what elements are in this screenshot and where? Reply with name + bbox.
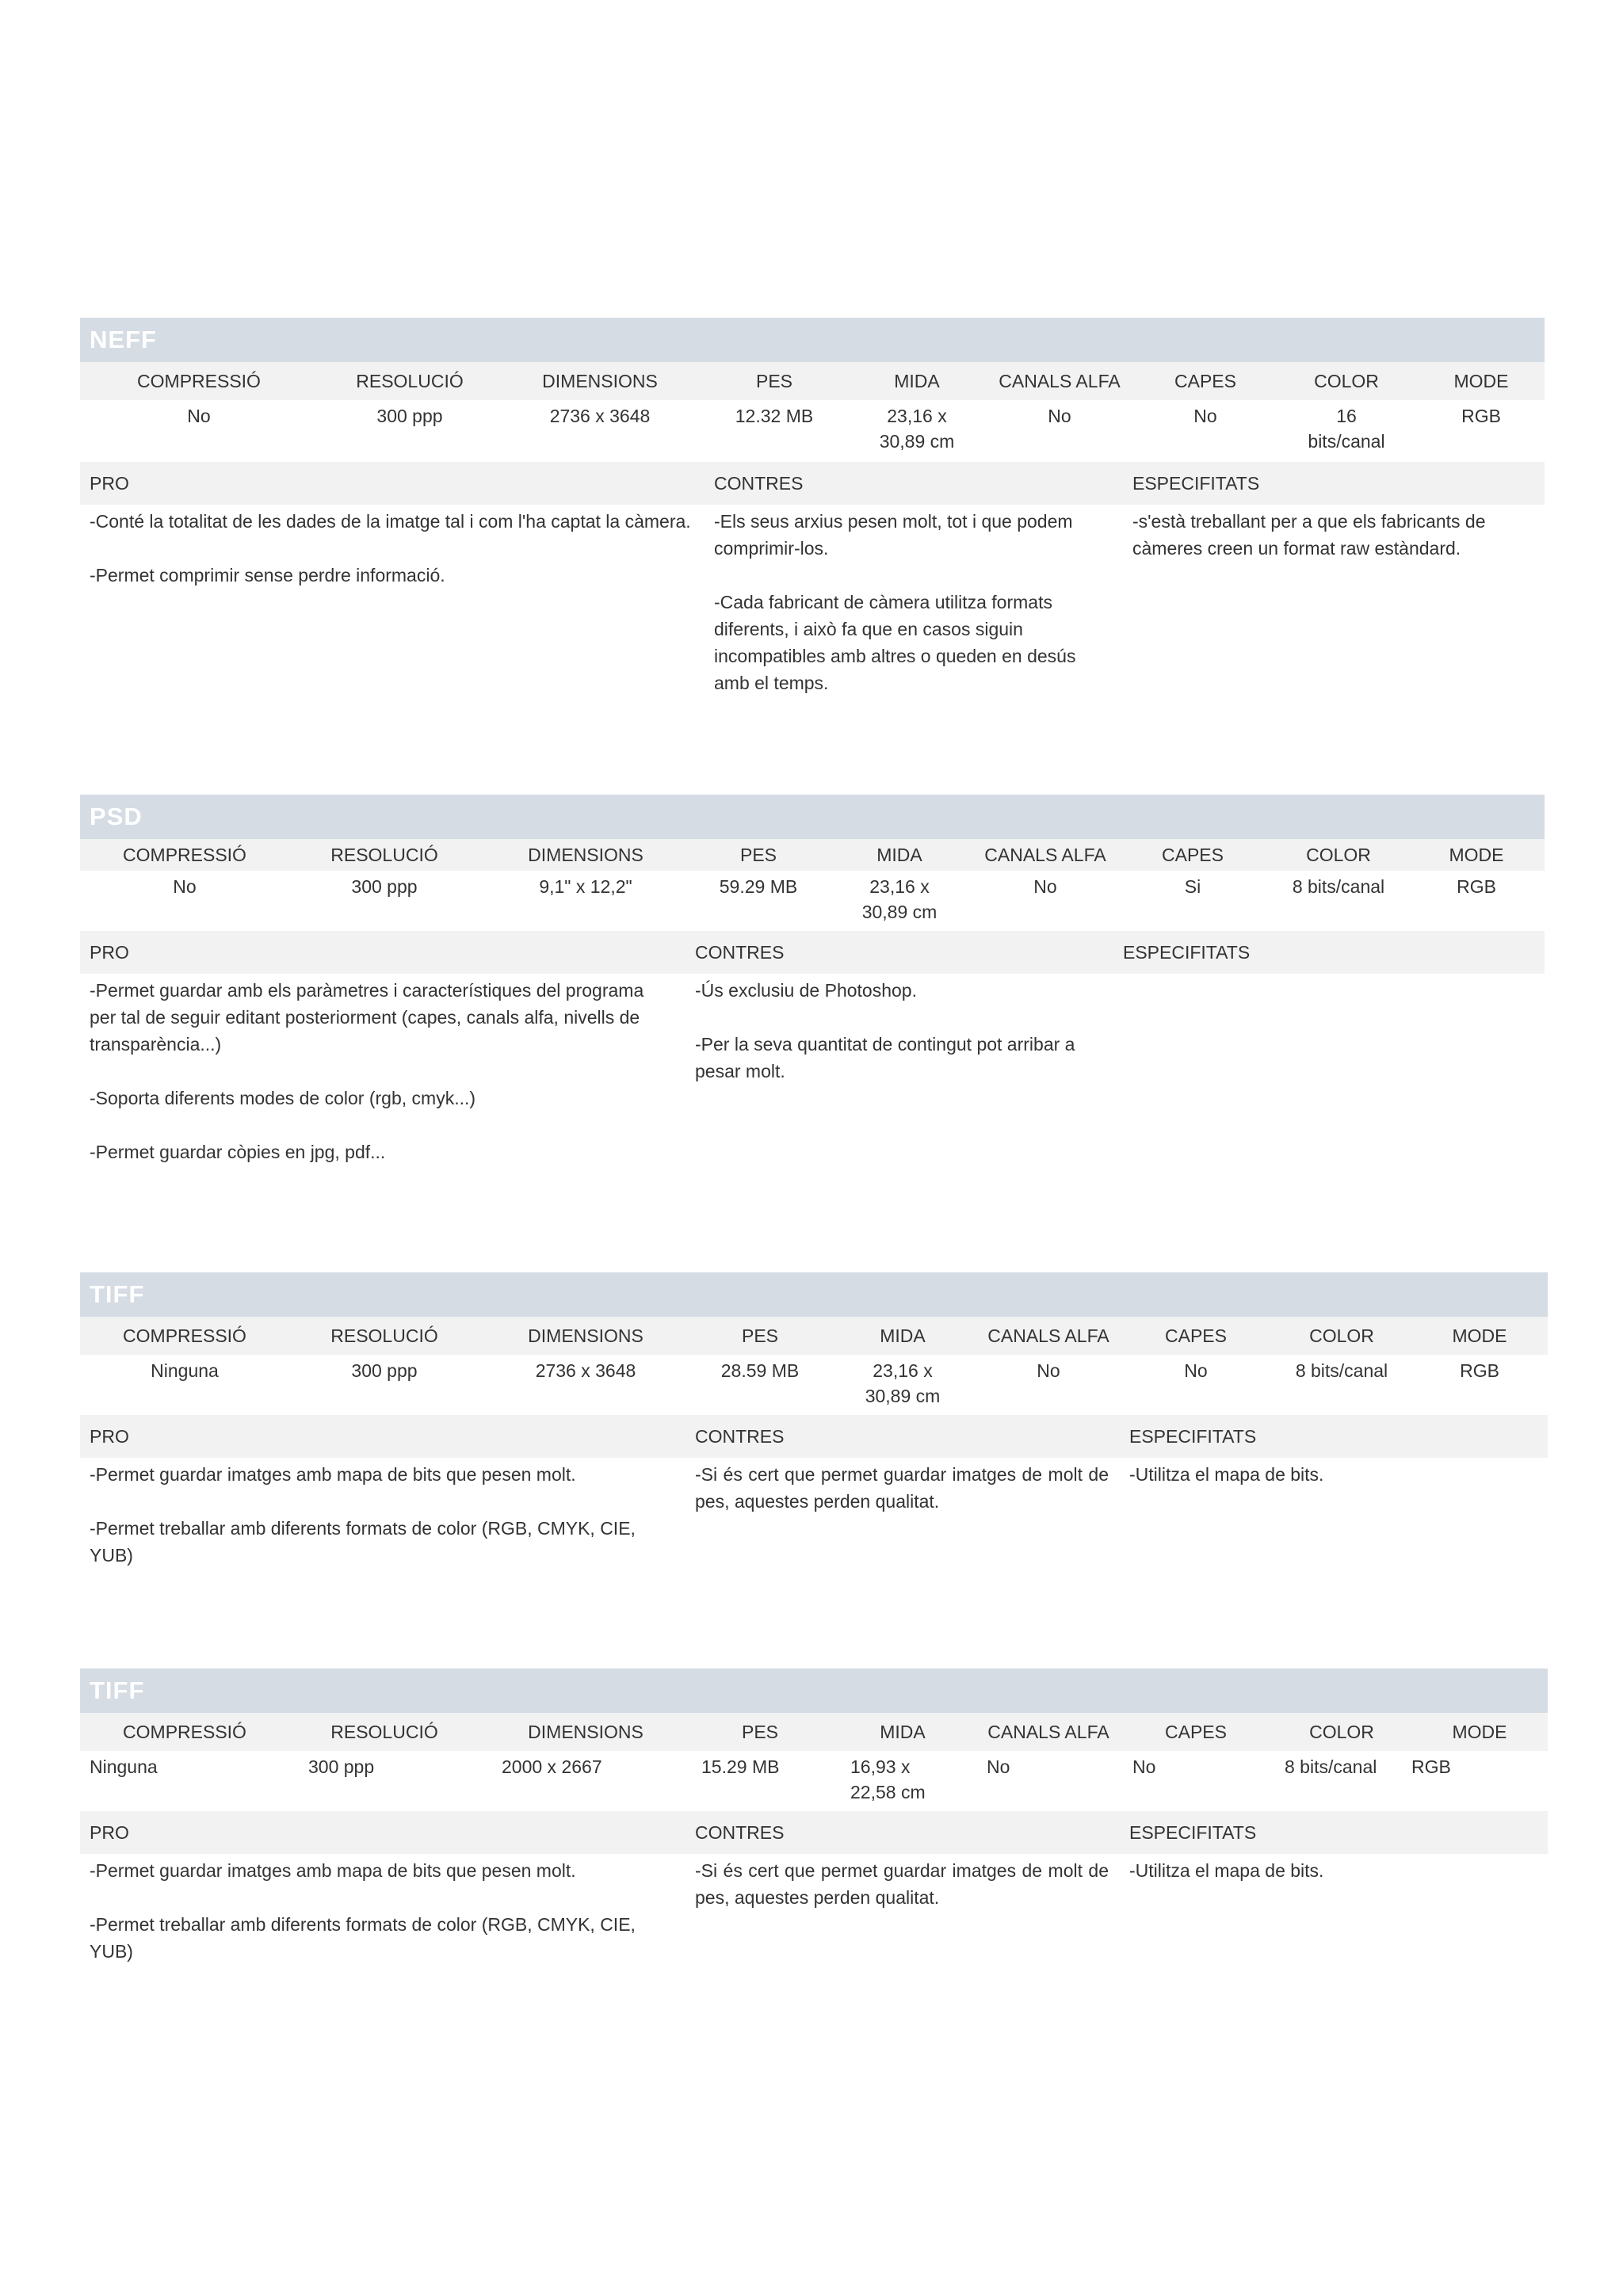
pro-item: -Conté la totalitat de les dades de la imatge tal i com l'ha captat la càmera. [90, 511, 691, 532]
value-canals-alfa: No [1048, 406, 1071, 426]
contres-item: -Si és cert que permet guardar imatges de molt de pes, aquestes perden qualitat. [695, 1464, 1109, 1512]
especifitats-header: ESPECIFITATS [1129, 1426, 1257, 1447]
col-header-capes: CAPES [1162, 845, 1224, 865]
format-title: NEFF [80, 318, 1545, 362]
pro-column [80, 508, 705, 723]
col-header-resolucio: RESOLUCIÓ [356, 371, 464, 391]
value-mida: 16,93 x 22,58 cm [850, 1756, 926, 1802]
col-header-color: COLOR [1306, 845, 1371, 865]
col-header-mida: MIDA [876, 845, 922, 865]
value-resolucio: 300 ppp [351, 1360, 418, 1381]
especifitats-header: ESPECIFITATS [1129, 1822, 1257, 1843]
pro-item: -Permet guardar imatges amb mapa de bits que pesen molt. [90, 1860, 576, 1881]
col-header-capes: CAPES [1174, 371, 1236, 391]
especifitats-item: -s'està treballant per a que els fabricants de càmeres creen un format raw estàndard. [1132, 511, 1486, 559]
pro-column [80, 1461, 685, 1596]
value-mode: RGB [1411, 1756, 1451, 1777]
pro-column [80, 1857, 685, 1992]
value-canals-alfa: No [1037, 1360, 1060, 1381]
col-header-color: COLOR [1309, 1722, 1374, 1742]
col-header-capes: CAPES [1165, 1325, 1227, 1346]
format-block-psd [80, 795, 1545, 1192]
value-dimensions: 2000 x 2667 [502, 1756, 602, 1777]
value-color: 16 bits/canal [1308, 406, 1385, 452]
contres-item: -Ús exclusiu de Photoshop. [695, 980, 917, 1001]
pro-contres-body [80, 974, 1545, 1192]
col-header-color: COLOR [1309, 1325, 1374, 1346]
especifitats-column [1120, 1857, 1548, 1992]
col-header-color: COLOR [1314, 371, 1379, 391]
value-capes: No [1193, 406, 1217, 426]
col-header-dimensions: DIMENSIONS [542, 371, 658, 391]
contres-item: -Per la seva quantitat de contingut pot arribar a pesar molt. [695, 1034, 1075, 1081]
contres-column [685, 977, 1113, 1192]
spec-header-row [80, 1317, 1548, 1355]
value-mida: 23,16 x 30,89 cm [861, 876, 938, 922]
value-resolucio: 300 ppp [308, 1756, 375, 1777]
pro-item: -Permet treballar amb diferents formats de color (RGB, CMYK, CIE, YUB) [90, 1518, 636, 1566]
format-title: PSD [80, 795, 1545, 839]
value-pes: 12.32 MB [735, 406, 814, 426]
value-canals-alfa: No [1033, 876, 1057, 897]
value-mode: RGB [1460, 1360, 1499, 1381]
value-dimensions: 2736 x 3648 [535, 1360, 636, 1381]
col-header-mida: MIDA [880, 1722, 926, 1742]
spec-header-row [80, 362, 1545, 400]
spec-header-row [80, 839, 1545, 871]
value-pes: 15.29 MB [701, 1756, 780, 1777]
especifitats-column [1113, 977, 1545, 1192]
col-header-canals-alfa: CANALS ALFA [987, 1325, 1109, 1346]
contres-header: CONTRES [714, 473, 804, 494]
pro-contres-header [80, 1415, 1548, 1458]
value-compressio: Ninguna [90, 1756, 158, 1777]
col-header-compressio: COMPRESSIÓ [123, 845, 246, 865]
pro-column [80, 977, 685, 1192]
value-color: 8 bits/canal [1295, 1360, 1388, 1381]
spec-value-row [80, 1751, 1548, 1805]
col-header-pes: PES [741, 1722, 779, 1742]
col-header-mode: MODE [1452, 1325, 1507, 1346]
spec-header-row [80, 1713, 1548, 1751]
col-header-canals-alfa: CANALS ALFA [987, 1722, 1109, 1742]
value-compressio: No [187, 406, 211, 426]
value-compressio: Ninguna [151, 1360, 219, 1381]
pro-contres-body [80, 1458, 1548, 1596]
value-resolucio: 300 ppp [351, 876, 418, 897]
col-header-mida: MIDA [894, 371, 940, 391]
contres-item: -Els seus arxius pesen molt, tot i que podem comprimir-los. [714, 511, 1073, 559]
contres-header: CONTRES [695, 1426, 785, 1447]
col-header-dimensions: DIMENSIONS [528, 1722, 643, 1742]
value-compressio: No [173, 876, 197, 897]
col-header-resolucio: RESOLUCIÓ [330, 1722, 438, 1742]
pro-header: PRO [90, 942, 129, 963]
especifitats-item: -Utilitza el mapa de bits. [1129, 1464, 1324, 1485]
pro-item: -Permet comprimir sense perdre informació. [90, 565, 445, 585]
value-pes: 28.59 MB [720, 1360, 800, 1381]
col-header-canals-alfa: CANALS ALFA [984, 845, 1106, 865]
col-header-mode: MODE [1449, 845, 1504, 865]
value-canals-alfa: No [987, 1756, 1010, 1777]
format-block-neff [80, 318, 1545, 723]
value-mode: RGB [1457, 876, 1496, 897]
contres-item: -Cada fabricant de càmera utilitza formats diferents, i això fa que en casos siguin incompatibles amb altres o queden en desús amb el temps. [714, 592, 1076, 693]
spec-value-row [80, 1355, 1548, 1409]
pro-item: -Permet guardar amb els paràmetres i característiques del programa per tal de seguir editant posteriorment (capes, canals alfa, nivells de transparència...) [90, 980, 644, 1055]
value-mida: 23,16 x 30,89 cm [879, 406, 955, 452]
pro-contres-header [80, 931, 1545, 974]
col-header-compressio: COMPRESSIÓ [137, 371, 261, 391]
format-title: TIFF [80, 1669, 1548, 1713]
especifitats-header: ESPECIFITATS [1123, 942, 1251, 963]
pro-contres-body [80, 1854, 1548, 1992]
contres-column [705, 508, 1123, 723]
value-pes: 59.29 MB [719, 876, 798, 897]
col-header-pes: PES [739, 845, 777, 865]
value-dimensions: 2736 x 3648 [549, 406, 651, 426]
pro-item: -Permet guardar còpies en jpg, pdf... [90, 1142, 386, 1162]
col-header-canals-alfa: CANALS ALFA [999, 371, 1121, 391]
col-header-capes: CAPES [1165, 1722, 1227, 1742]
value-dimensions: 9,1" x 12,2" [539, 876, 632, 897]
format-block-tiff-2 [80, 1669, 1548, 1992]
value-mida: 23,16 x 30,89 cm [865, 1360, 941, 1406]
pro-header: PRO [90, 1822, 129, 1843]
especifitats-column [1120, 1461, 1548, 1596]
spec-value-row [80, 400, 1545, 454]
pro-contres-header [80, 1811, 1548, 1854]
col-header-compressio: COMPRESSIÓ [123, 1325, 246, 1346]
contres-header: CONTRES [695, 942, 785, 963]
col-header-dimensions: DIMENSIONS [528, 1325, 643, 1346]
especifitats-item: -Utilitza el mapa de bits. [1129, 1860, 1324, 1881]
pro-header: PRO [90, 473, 129, 494]
value-mode: RGB [1461, 406, 1501, 426]
contres-column [685, 1857, 1120, 1992]
value-capes: No [1132, 1756, 1156, 1777]
format-block-tiff [80, 1272, 1548, 1596]
pro-contres-header [80, 462, 1545, 505]
col-header-pes: PES [755, 371, 793, 391]
col-header-mode: MODE [1453, 371, 1509, 391]
col-header-dimensions: DIMENSIONS [528, 845, 643, 865]
value-capes: Si [1184, 876, 1201, 897]
contres-item: -Si és cert que permet guardar imatges de molt de pes, aquestes perden qualitat. [695, 1860, 1109, 1908]
pro-item: -Permet guardar imatges amb mapa de bits que pesen molt. [90, 1464, 576, 1485]
col-header-pes: PES [741, 1325, 779, 1346]
col-header-compressio: COMPRESSIÓ [123, 1722, 246, 1742]
pro-header: PRO [90, 1426, 129, 1447]
pro-item: -Soporta diferents modes de color (rgb, cmyk...) [90, 1088, 476, 1108]
value-color: 8 bits/canal [1292, 876, 1385, 897]
especifitats-column [1123, 508, 1545, 723]
col-header-mida: MIDA [880, 1325, 926, 1346]
value-resolucio: 300 ppp [376, 406, 443, 426]
pro-item: -Permet treballar amb diferents formats de color (RGB, CMYK, CIE, YUB) [90, 1914, 636, 1962]
value-color: 8 bits/canal [1285, 1756, 1377, 1777]
col-header-resolucio: RESOLUCIÓ [330, 845, 438, 865]
value-capes: No [1184, 1360, 1208, 1381]
especifitats-header: ESPECIFITATS [1132, 473, 1260, 494]
contres-header: CONTRES [695, 1822, 785, 1843]
col-header-mode: MODE [1452, 1722, 1507, 1742]
format-title: TIFF [80, 1272, 1548, 1317]
spec-value-row [80, 871, 1545, 925]
contres-column [685, 1461, 1120, 1596]
pro-contres-body [80, 505, 1545, 723]
col-header-resolucio: RESOLUCIÓ [330, 1325, 438, 1346]
